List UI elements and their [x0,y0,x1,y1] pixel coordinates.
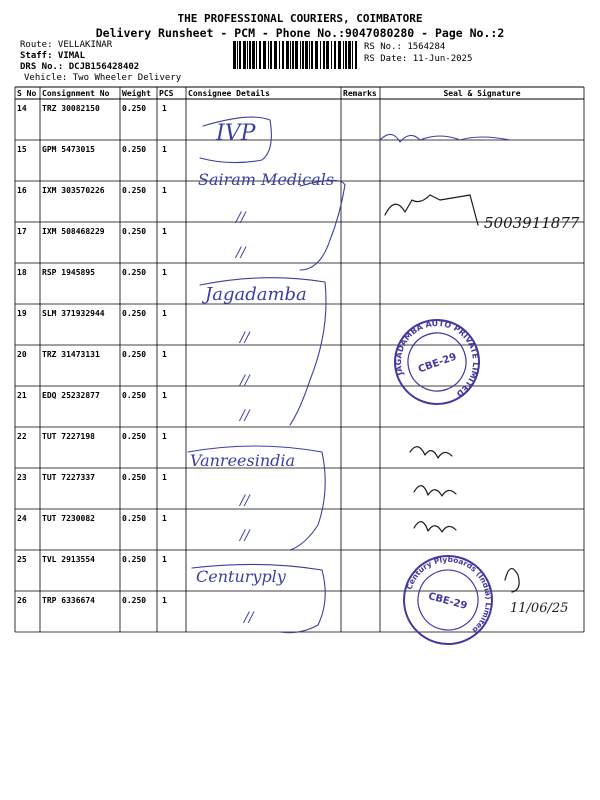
ditto-mark-1: // [236,210,246,226]
cell-consignment: RSP 1945895 [42,268,95,277]
cell-weight: 0.250 [122,186,147,195]
cell-weight: 0.250 [122,391,147,400]
signature-date: 11/06/25 [510,601,569,616]
ditto-mark-2: // [236,245,246,261]
cell-pcs: 1 [162,391,167,400]
cell-sno: 19 [17,309,27,318]
cell-consignment: TRP 6336674 [42,596,95,605]
cell-sno: 20 [17,350,27,359]
cell-sno: 18 [17,268,27,277]
ditto-mark-8: // [244,610,254,626]
table-row [17,555,167,564]
cell-pcs: 1 [162,473,167,482]
ditto-mark-3: // [240,330,250,346]
table-row [17,432,167,441]
consignee-centuryply: Centuryply [196,567,286,586]
company-title: THE PROFESSIONAL COURIERS, COIMBATORE [177,12,423,25]
cell-weight: 0.250 [122,350,147,359]
cell-pcs: 1 [162,309,167,318]
signature-16 [385,195,478,225]
cell-consignment: TUT 7227198 [42,432,95,441]
table-row [17,227,167,236]
rs-number: RS No.: 1564284 [364,42,446,52]
cell-weight: 0.250 [122,473,147,482]
stamp-ring-text-2: Century Plyboards (India) Limited [404,554,494,635]
signatures [380,134,580,616]
cell-pcs: 1 [162,145,167,154]
cell-weight: 0.250 [122,227,147,236]
cell-sno: 17 [17,227,27,236]
cell-consignment: TVL 2913554 [42,555,95,564]
handwritten-consignees [188,117,345,633]
col-consignee-header: Consignee Details [188,89,270,98]
rs-date: RS Date: 11-Jun-2025 [364,54,473,64]
cell-sno: 21 [17,391,27,400]
cell-consignment: SLM 371932944 [42,309,105,318]
table-row [17,268,167,277]
stamp-center-text-1: CBE-29 [416,351,459,376]
table-row [17,145,167,154]
col-sno-header: S No [17,89,37,98]
signature-15 [380,134,510,142]
table-row [17,350,167,359]
cell-weight: 0.250 [122,145,147,154]
stamp-jagadamba [382,307,492,417]
ditto-mark-4: // [240,373,250,389]
cell-weight: 0.250 [122,309,147,318]
runsheet-subtitle: Delivery Runsheet - PCM - Phone No.:9047080280 - Page No.:2 [95,26,505,40]
table-row [17,104,167,113]
table-body [17,104,167,605]
ditto-mark-5: // [240,408,250,424]
col-pcs-header: PCS [159,89,174,98]
route-label: Route: VELLAKINAR [20,40,113,50]
cell-pcs: 1 [162,350,167,359]
table-row [17,309,167,318]
consignee-sairam: Sairam Medicals [198,170,335,189]
consignee-ivp: IVP [216,121,256,146]
cell-weight: 0.250 [122,555,147,564]
signature-22 [410,447,452,458]
table-row [17,186,167,195]
table-grid [15,87,584,632]
table-header [17,88,521,98]
cell-sno: 16 [17,186,27,195]
col-weight-header: Weight [122,89,151,98]
cell-pcs: 1 [162,268,167,277]
cell-sno: 25 [17,555,27,564]
stamp-century [393,545,503,654]
signature-25 [505,569,519,592]
signature-note: 5003911877 [484,214,580,232]
cell-weight: 0.250 [122,268,147,277]
cell-sno: 24 [17,514,27,523]
cell-pcs: 1 [162,514,167,523]
cell-consignment: IXM 303570226 [42,186,105,195]
ditto-mark-7: // [240,528,250,544]
cell-pcs: 1 [162,432,167,441]
cell-pcs: 1 [162,186,167,195]
col-remarks-header: Remarks [343,89,377,98]
cell-consignment: TUT 7227337 [42,473,95,482]
staff-label: Staff: VIMAL [20,51,86,61]
stamp-ring-text-1: JAGADAMBA AUTO PRIVATE LIMITED [393,318,481,399]
cell-pcs: 1 [162,104,167,113]
stamp-center-text-2: CBE-29 [426,590,469,612]
signature-23 [414,486,456,496]
cell-sno: 14 [17,104,27,113]
cell-consignment: GPM 5473015 [42,145,95,154]
col-seal-header: Seal & Signature [443,89,521,98]
consignee-jagadamba: Jagadamba [205,284,307,305]
cell-weight: 0.250 [122,596,147,605]
cell-weight: 0.250 [122,104,147,113]
vehicle-label: Vehicle: Two Wheeler Delivery [24,73,182,83]
cell-sno: 23 [17,473,27,482]
cell-consignment: TRZ 31473131 [42,350,100,359]
cell-sno: 26 [17,596,27,605]
table-row [17,596,167,605]
table-row [17,514,167,523]
cell-consignment: EDQ 25232877 [42,391,100,400]
cell-weight: 0.250 [122,432,147,441]
signature-24 [414,522,456,532]
cell-pcs: 1 [162,227,167,236]
table-row [17,473,167,482]
cell-pcs: 1 [162,555,167,564]
cell-consignment: TRZ 30082150 [42,104,100,113]
ditto-mark-6: // [240,493,250,509]
cell-consignment: TUT 7230082 [42,514,95,523]
cell-pcs: 1 [162,596,167,605]
drs-number: DRS No.: DCJB156428402 [20,62,140,72]
cell-sno: 15 [17,145,27,154]
consignee-vanreesindia: Vanreesindia [190,451,296,470]
cell-weight: 0.250 [122,514,147,523]
table-row [17,391,167,400]
cell-sno: 22 [17,432,27,441]
cell-consignment: IXM 508468229 [42,227,105,236]
col-consignment-header: Consignment No [42,89,110,98]
